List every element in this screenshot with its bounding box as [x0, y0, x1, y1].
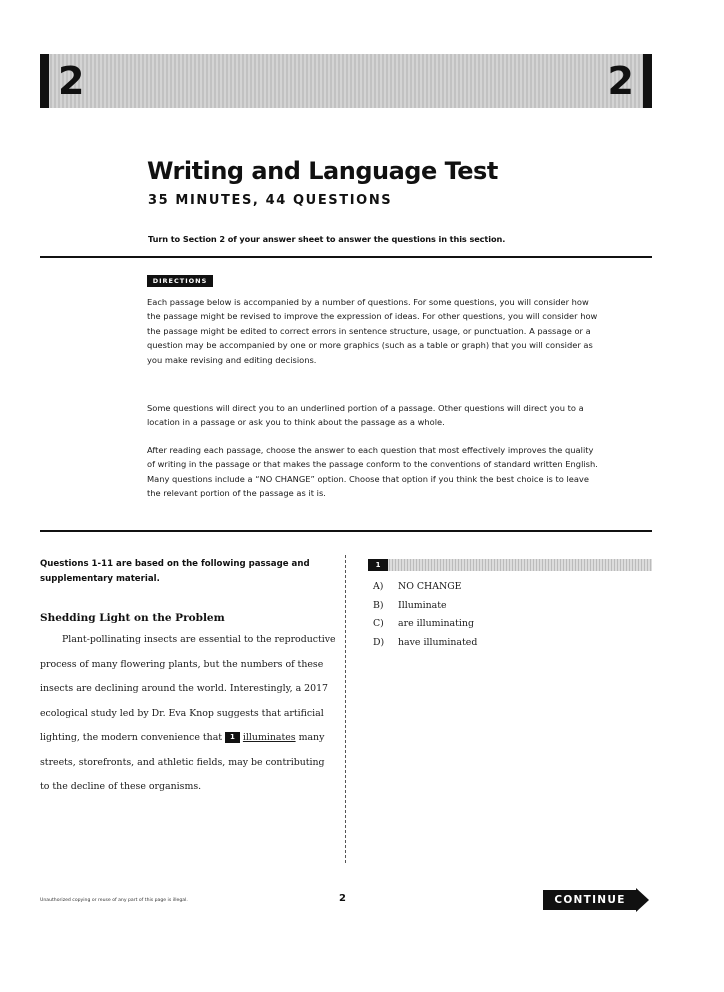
- directions-paragraph-2: Some questions will direct you to an underlined portion of a passage. Other questions will direct you to a location in a passage or ask you to think about the passage as a whole.: [147, 403, 584, 428]
- section-header-band: [40, 54, 652, 108]
- copyright-note: Unauthorized copying or reuse of any part of this page is illegal.: [40, 898, 188, 903]
- choice-letter: C): [373, 618, 384, 629]
- page-number: 2: [339, 893, 346, 904]
- choice-letter: A): [373, 581, 384, 592]
- page-title: Writing and Language Test: [147, 157, 498, 185]
- section-number-right: 2: [607, 59, 634, 103]
- choice-letter: B): [373, 599, 384, 611]
- question-band: [368, 559, 652, 571]
- passage-text-after: many streets, storefronts, and athletic fields, may be contributing to the decline of these organisms.: [40, 732, 325, 792]
- choice-letter: D): [373, 636, 385, 648]
- directions-paragraph-1: Each passage below is accompanied by a number of questions. For some questions, you will consider how the passage might be revised to improve the expression of ideas. For other questions, you will consider how the passage might be edited to correct errors in sentence structure, usage, or punctuation. A passage or a question may be accompanied by one or more graphics (such as a table or graph) that you will consider as you make revising and editing decisions.: [147, 297, 598, 365]
- section-number-left: 2: [58, 59, 85, 103]
- divider-top: [40, 256, 652, 258]
- passage-title: Shedding Light on the Problem: [40, 612, 225, 624]
- answer-choice-d[interactable]: [373, 634, 477, 653]
- underlined-portion[interactable]: illuminates: [242, 732, 296, 743]
- divider-middle: [40, 530, 652, 532]
- column-divider: [345, 555, 346, 863]
- directions-label: DIRECTIONS: [147, 275, 213, 287]
- arrow-right-icon: [636, 888, 649, 912]
- passage-text: [40, 628, 336, 800]
- choice-text: NO CHANGE: [398, 581, 462, 592]
- answer-choice-c[interactable]: [373, 615, 477, 634]
- continue-label: CONTINUE: [543, 890, 637, 910]
- header-bar-left: [40, 54, 49, 108]
- questions-intro: Questions 1-11 are based on the following passage and supplementary material.: [40, 559, 310, 584]
- page-subtitle: 35 MINUTES, 44 QUESTIONS: [148, 193, 393, 208]
- passage-text-before: Plant-pollinating insects are essential to the reproductive process of many flowering plants, but the numbers of these insects are declining around the world. Interestingly, a 2017 ecological study led by Dr. Eva Knop suggests that artificial lighting, the modern convenience that: [40, 634, 336, 743]
- question-number-box: 1: [368, 559, 388, 571]
- choice-text: Illuminate: [398, 599, 447, 611]
- directions-paragraph-3: After reading each passage, choose the answer to each question that most effectively improves the quality of writing in the passage or that makes the passage conform to the conventions of standard written English. Many questions include a “NO CHANGE” option. Choose that option if you think the best choice is to leave the relevant portion of the passage as it is.: [147, 445, 598, 499]
- answer-choices: [373, 578, 477, 652]
- question-marker-1[interactable]: 1: [225, 732, 240, 743]
- section-instruction: Turn to Section 2 of your answer sheet to answer the questions in this section.: [148, 234, 506, 244]
- answer-choice-b[interactable]: [373, 597, 477, 616]
- choice-text: are illuminating: [398, 618, 474, 629]
- answer-choice-a[interactable]: [373, 578, 477, 597]
- continue-button[interactable]: [543, 888, 651, 912]
- choice-text: have illuminated: [398, 636, 478, 648]
- header-bar-right: [643, 54, 652, 108]
